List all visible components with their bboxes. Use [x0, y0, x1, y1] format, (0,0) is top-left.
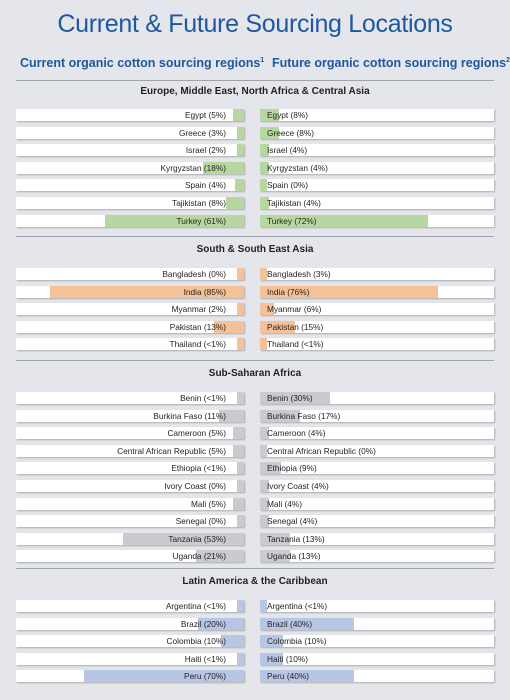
current-label: Bangladesh (0%): [162, 269, 226, 279]
future-label: Myanmar (6%): [267, 304, 322, 315]
page-title: Current & Future Sourcing Locations: [57, 10, 453, 38]
future-label: Haiti (10%): [267, 653, 309, 664]
current-bar: [237, 515, 244, 527]
current-label: Brazil (20%): [180, 618, 226, 629]
future-label: Argentina (<1%): [267, 601, 328, 611]
current-label: Benin (<1%): [180, 393, 226, 403]
region-title: South & South East Asia: [196, 244, 314, 255]
future-label: Greece (8%): [267, 127, 315, 138]
future-row: [260, 653, 494, 665]
region-divider: [16, 236, 494, 237]
future-row: [260, 303, 494, 315]
current-bar: [235, 179, 244, 191]
future-row: [260, 268, 494, 280]
future-label: Bangladesh (3%): [267, 269, 331, 279]
future-label: Uganda (13%): [267, 551, 321, 562]
current-label: Egypt (5%): [184, 110, 226, 120]
current-row: [16, 600, 244, 612]
region-divider: [16, 568, 494, 569]
current-row: [16, 392, 244, 404]
current-row: [16, 480, 244, 492]
current-row: [16, 179, 244, 191]
current-row: [16, 533, 244, 545]
current-regions-footnote-mark: 1: [260, 56, 265, 64]
future-row: [260, 127, 494, 139]
current-label: Ivory Coast (0%): [164, 481, 226, 491]
current-label: Tajikistan (8%): [172, 198, 226, 208]
future-label: Peru (40%): [267, 671, 309, 682]
current-row: [16, 197, 244, 209]
future-label: Colombia (10%): [267, 636, 327, 647]
future-row: [260, 410, 494, 422]
future-row: [260, 197, 494, 209]
future-label: Tanzania (13%): [267, 533, 325, 544]
future-label: Senegal (4%): [267, 516, 318, 527]
future-label: Central African Republic (0%): [267, 445, 376, 456]
current-label: Haiti (<1%): [184, 653, 226, 664]
future-row: [260, 480, 494, 492]
region-title: Sub-Saharan Africa: [208, 368, 302, 379]
current-label: Pakistan (13%): [169, 321, 226, 332]
current-label: Myanmar (2%): [171, 304, 226, 315]
future-label: Thailand (<1%): [267, 339, 324, 350]
current-label: Greece (3%): [178, 127, 226, 138]
future-label: Brazil (40%): [267, 618, 313, 629]
current-row: [16, 127, 244, 139]
future-row: [260, 109, 494, 121]
current-row: [16, 410, 244, 422]
current-bar: [237, 127, 244, 139]
current-bar: [237, 144, 244, 156]
future-label: Mali (4%): [267, 498, 303, 509]
future-row: [260, 515, 494, 527]
current-row: [16, 162, 244, 174]
current-row: [16, 445, 244, 457]
future-row: [260, 618, 494, 630]
region-title: Latin America & the Caribbean: [182, 576, 328, 587]
future-row: [260, 338, 494, 350]
current-bar: [233, 427, 244, 439]
future-label: India (76%): [267, 286, 310, 297]
future-label: Burkina Faso (17%): [267, 410, 341, 421]
current-label: Mali (5%): [190, 498, 226, 509]
current-label: Central African Republic (5%): [117, 445, 226, 456]
future-label: Spain (0%): [267, 180, 309, 191]
current-bar: [233, 445, 244, 457]
future-label: Israel (4%): [267, 145, 308, 156]
future-label: Egypt (8%): [267, 110, 309, 120]
future-row: [260, 162, 494, 174]
current-label: Tanzania (53%): [168, 533, 226, 544]
current-row: [16, 670, 244, 682]
current-label: Burkina Faso (11%): [153, 410, 226, 421]
current-bar: [237, 462, 244, 474]
current-row: [16, 550, 244, 562]
current-bar: [237, 480, 244, 492]
current-label: Spain (4%): [184, 180, 226, 191]
current-label: Kyrgyzstan (18%): [160, 162, 226, 173]
current-row: [16, 268, 244, 280]
region-divider: [16, 360, 494, 361]
current-bar: [233, 498, 244, 510]
future-row: [260, 670, 494, 682]
current-row: [16, 653, 244, 665]
current-bar: [237, 653, 244, 665]
current-label: Cameroon (5%): [167, 428, 226, 439]
future-row: [260, 600, 494, 612]
current-label: Colombia (10%): [166, 636, 226, 647]
current-label: Uganda (21%): [172, 551, 226, 562]
current-label: Israel (2%): [185, 145, 226, 156]
future-label: Cameroon (4%): [267, 428, 326, 439]
current-label: Senegal (0%): [175, 516, 226, 527]
current-label: Peru (70%): [184, 671, 226, 682]
current-row: [16, 303, 244, 315]
current-label: Turkey (61%): [176, 215, 226, 226]
current-row: [16, 635, 244, 647]
future-label: Ethiopia (9%): [267, 463, 317, 474]
current-row: [16, 427, 244, 439]
region-title: Europe, Middle East, North Africa & Central Asia: [140, 86, 370, 97]
future-row: [260, 445, 494, 457]
current-row: [16, 144, 244, 156]
current-row: [16, 286, 244, 298]
future-regions-footnote-mark: 2: [506, 56, 510, 64]
future-row: [260, 179, 494, 191]
future-label: Turkey (72%): [267, 215, 317, 226]
current-bar: [237, 392, 244, 404]
future-label: Benin (30%): [267, 393, 313, 403]
current-bar: [226, 197, 244, 209]
future-row: [260, 286, 494, 298]
future-regions-heading-text: Future organic cotton sourcing regions: [272, 56, 507, 70]
current-row: [16, 321, 244, 333]
future-row: [260, 215, 494, 227]
future-row: [260, 533, 494, 545]
current-bar: [237, 268, 244, 280]
future-row: [260, 498, 494, 510]
future-row: [260, 427, 494, 439]
current-row: [16, 462, 244, 474]
future-row: [260, 392, 494, 404]
current-row: [16, 498, 244, 510]
current-bar: [237, 303, 244, 315]
current-row: [16, 215, 244, 227]
future-label: Tajikistan (4%): [267, 198, 321, 208]
current-row: [16, 515, 244, 527]
current-label: Argentina (<1%): [165, 601, 226, 611]
future-row: [260, 144, 494, 156]
current-regions-heading-text: Current organic cotton sourcing regions: [20, 56, 261, 70]
future-label: Ivory Coast (4%): [267, 481, 329, 491]
future-label: Kyrgyzstan (4%): [267, 162, 328, 173]
current-label: Thailand (<1%): [169, 339, 226, 350]
current-row: [16, 109, 244, 121]
future-row: [260, 321, 494, 333]
current-label: Ethiopia (<1%): [171, 463, 226, 474]
future-row: [260, 635, 494, 647]
future-label: Pakistan (15%): [267, 321, 324, 332]
current-row: [16, 618, 244, 630]
current-bar: [237, 600, 244, 612]
current-bar: [237, 338, 244, 350]
future-row: [260, 550, 494, 562]
region-divider: [16, 80, 494, 81]
current-bar: [233, 109, 244, 121]
current-label: India (85%): [183, 286, 226, 297]
current-row: [16, 338, 244, 350]
future-row: [260, 462, 494, 474]
